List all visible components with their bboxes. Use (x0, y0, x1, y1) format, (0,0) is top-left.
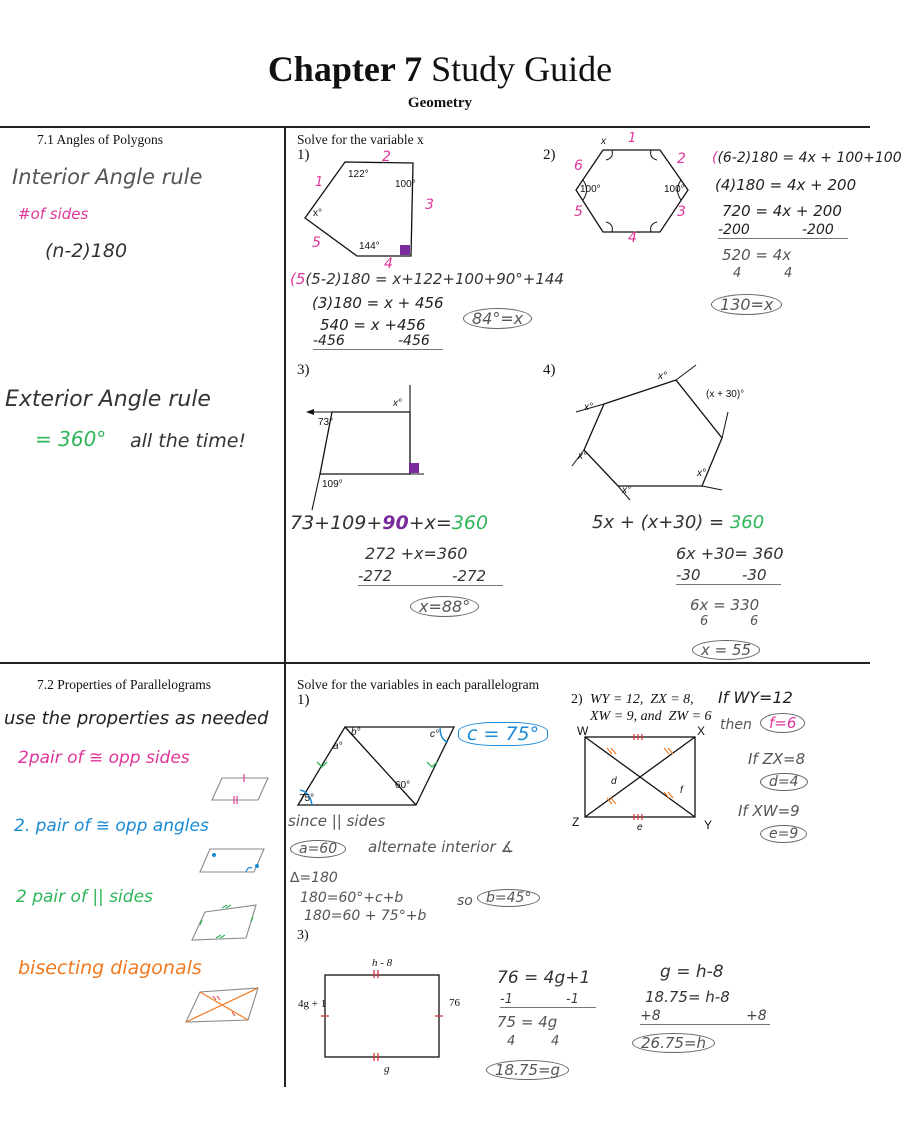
p23-side-left: 4g + 1 (298, 998, 327, 1010)
p2-work-line-4a: -200 (718, 222, 848, 239)
p2-count-6: 6 (574, 158, 583, 174)
p2-work-line-5: 520 = 4x (722, 246, 792, 264)
section-7-2-label: 7.2 Properties of Parallelograms (37, 677, 211, 692)
p4-angle-x-lower-left: x° (578, 451, 587, 462)
p21-work-since: since || sides (288, 812, 386, 830)
p21-work-eq2: 180=60 + 75°+b (304, 908, 427, 924)
p22-answer-f: f=6 (760, 713, 805, 733)
p22-segment-d: d (611, 776, 617, 787)
p22-vertex-x: X (697, 724, 706, 738)
p3-angle-x: x° (393, 398, 402, 409)
p23-side-right: 76 (449, 997, 460, 1009)
p2-work-line-6a: 4 (733, 266, 742, 281)
p1-count-4: 4 (384, 256, 393, 272)
p23-side-top: h - 8 (372, 957, 393, 969)
p23-work-left-2b: -1 (566, 992, 579, 1007)
use-properties-note: use the properties as needed (4, 708, 269, 729)
all-the-time-note: all the time! (130, 430, 247, 452)
p23-work-right-1: g = h-8 (660, 962, 724, 982)
p21-angle-75: 75° (299, 793, 315, 804)
p23-work-right-3a: +8 (640, 1008, 770, 1025)
p21-work-alt-interior: alternate interior ∡ (368, 838, 514, 856)
p2-count-2: 2 (677, 151, 686, 167)
p1-count-2: 2 (382, 149, 391, 165)
p2-work-line-2: (4)180 = 4x + 200 (715, 176, 857, 194)
p4-work-line-3b: -30 (742, 566, 767, 584)
p4-work-line-5b: 6 (750, 614, 759, 629)
p4-work-line-2: 6x +30= 360 (676, 544, 784, 563)
p22-answer-d: d=4 (760, 773, 808, 791)
p2-count-3: 3 (677, 204, 686, 220)
p22-answer-e: e=9 (760, 825, 807, 843)
p4-angle-x-top: x° (658, 371, 667, 382)
p2-work-line-1: ((6-2)180 = 4x + 100+100 (712, 150, 902, 166)
p22-segment-e: e (637, 822, 643, 833)
p23-work-left-3: 75 = 4g (497, 1013, 558, 1031)
problem-3-number: 3) (297, 362, 310, 378)
p1-count-5: 5 (312, 235, 321, 251)
p23-work-left-2a: -1 (500, 992, 596, 1008)
p3-work-line-2: 272 +x=360 (365, 544, 468, 563)
p4-angle-x-bottom: x° (622, 485, 631, 496)
p2-angle-x: x (601, 136, 606, 147)
p21-answer-b: b=45° (477, 889, 540, 907)
p23-answer-h: 26.75=h (632, 1033, 715, 1053)
num-sides-note: #of sides (18, 205, 89, 223)
p2-count-5: 5 (574, 204, 583, 220)
p1-work-line-4b: -456 (398, 333, 430, 349)
p4-answer: x = 55 (692, 640, 760, 660)
p23-work-left-4a: 4 (507, 1034, 516, 1049)
p22-given-line-2: XW = 9, and ZW = 6 (590, 709, 712, 724)
p23-work-right-3b: +8 (746, 1008, 767, 1024)
p1-count-3: 3 (425, 197, 434, 213)
problem-1-number: 1) (297, 147, 310, 163)
exterior-angle-rule-note: Exterior Angle rule (5, 387, 211, 412)
problem-2-3-number: 3) (297, 928, 309, 943)
p23-work-left-4b: 4 (551, 1034, 560, 1049)
prop-parallel-sides-note: 2 pair of || sides (16, 887, 153, 907)
p3-angle-109: 109° (322, 479, 343, 490)
p3-work-line-1: 73+109+90+x=360 (290, 512, 489, 534)
p2-angle-100-right: 100° (664, 184, 685, 195)
p4-angle-x-right: x° (697, 468, 706, 479)
p23-answer-g: 18.75=g (486, 1060, 569, 1080)
interior-formula-note: (n-2)180 (45, 240, 128, 262)
p21-angle-60: 60° (395, 780, 411, 791)
p4-angle-x-plus-30: (x + 30)° (706, 389, 745, 400)
p1-angle-144: 144° (359, 241, 380, 252)
p22-segment-f: f (680, 785, 683, 796)
p22-given-line-1: WY = 12, ZX = 8, (590, 692, 694, 707)
p1-work-line-1: (5(5-2)180 = x+122+100+90°+144 (290, 270, 564, 288)
p22-work-if-wy: If WY=12 (718, 688, 793, 707)
p1-angle-100: 100° (395, 179, 416, 190)
p4-work-line-4: 6x = 330 (690, 596, 760, 614)
p4-work-line-3a: -30 (676, 566, 781, 585)
p2-count-1: 1 (628, 131, 637, 146)
p1-answer: 84°=x (463, 308, 532, 329)
section-7-1-label: 7.1 Angles of Polygons (37, 132, 164, 147)
section-7-1-instruction: Solve for the variable x (297, 132, 424, 147)
p22-work-if-xw: If XW=9 (738, 802, 800, 820)
p4-work-line-1: 5x + (x+30) = 360 (592, 512, 765, 533)
p23-side-bottom: g (384, 1063, 390, 1075)
p22-vertex-z: Z (572, 815, 580, 829)
problem-4-number: 4) (543, 362, 556, 378)
p21-answer-a: a=60 (290, 840, 346, 858)
problem-2-number: 2) (543, 147, 556, 163)
p2-work-line-3: 720 = 4x + 200 (722, 202, 842, 220)
page-subtitle: Geometry (407, 95, 473, 111)
p22-work-if-zx: If ZX=8 (748, 750, 806, 768)
p1-work-line-4a: -456 (313, 333, 443, 350)
p1-angle-x: x° (313, 208, 322, 219)
p3-work-line-3a: -272 (358, 567, 503, 586)
p21-work-so: so (457, 893, 473, 909)
problem-2-2-number: 2) (571, 692, 583, 707)
p21-work-triangle: ∆=180 (290, 870, 338, 886)
p2-angle-100-left: 100° (580, 184, 601, 195)
p3-work-line-3b: -272 (452, 567, 487, 585)
p1-angle-122: 122° (348, 169, 369, 180)
p1-work-line-3: 540 = x +456 (320, 316, 426, 334)
p22-work-then: then (720, 717, 752, 733)
p21-angle-c: c° (430, 729, 439, 740)
p21-answer-c: c = 75° (458, 722, 548, 746)
problem-2-1-number: 1) (297, 692, 310, 708)
p23-work-left-1: 76 = 4g+1 (497, 968, 591, 988)
p22-vertex-w: W (577, 724, 589, 738)
p23-work-right-2: 18.75= h-8 (645, 988, 730, 1006)
p1-count-1: 1 (315, 175, 324, 190)
p22-vertex-y: Y (704, 818, 713, 832)
p4-angle-x-left: x° (584, 402, 593, 413)
p21-angle-b: b° (351, 727, 361, 738)
exterior-sum-note: = 360° (35, 427, 107, 451)
p3-answer: x=88° (410, 596, 479, 617)
page-title: Chapter 7 Study Guide (267, 49, 613, 89)
p3-angle-73: 73° (318, 417, 334, 428)
p21-work-eq1: 180=60°+c+b (300, 890, 404, 906)
p2-work-line-4b: -200 (802, 222, 834, 238)
prop-opp-angles-note: 2. pair of ≅ opp angles (14, 816, 209, 836)
p1-work-line-2: (3)180 = x + 456 (312, 294, 444, 312)
prop-opp-sides-note: 2pair of ≅ opp sides (18, 748, 190, 768)
interior-angle-rule-note: Interior Angle rule (12, 165, 203, 189)
section-7-2-instruction: Solve for the variables in each parallelogram (297, 677, 540, 692)
p4-work-line-5a: 6 (700, 614, 709, 629)
p21-angle-a: a° (333, 741, 343, 752)
p2-answer: 130=x (711, 294, 782, 315)
p2-work-line-6b: 4 (784, 266, 793, 281)
prop-bisecting-diagonals-note: bisecting diagonals (18, 957, 202, 979)
p2-count-4: 4 (628, 230, 637, 246)
